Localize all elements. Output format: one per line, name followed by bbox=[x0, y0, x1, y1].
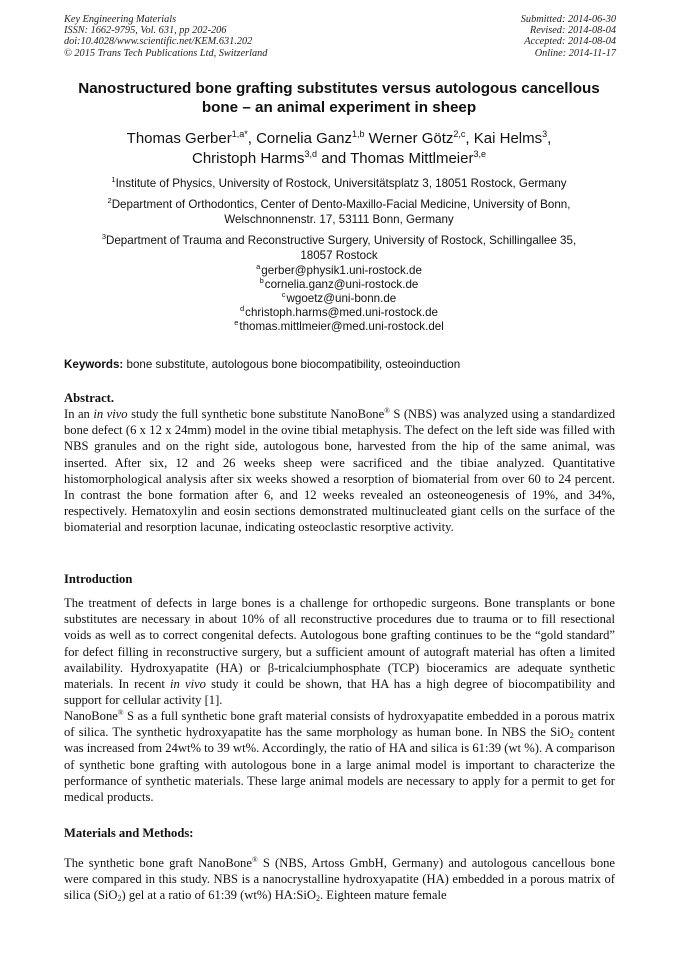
submitted-date: Submitted: 2014-06-30 bbox=[520, 14, 616, 25]
author-affil: 3,d bbox=[304, 148, 318, 159]
email-item bbox=[62, 278, 616, 292]
affiliation-3 bbox=[62, 233, 616, 263]
affiliation-2 bbox=[62, 197, 616, 227]
author bbox=[350, 150, 486, 167]
affiliation-text: Department of Orthodontics, Center of Dento-Maxillo-Facial Medicine, University of Bonn, bbox=[111, 198, 571, 211]
introduction-paragraph-1 bbox=[64, 595, 615, 708]
email-address: thomas.mittlmeier@med.uni-rostock.del bbox=[239, 320, 444, 333]
author-affil: 3 bbox=[542, 129, 548, 139]
author bbox=[127, 130, 256, 147]
header-right bbox=[416, 14, 616, 59]
introduction-paragraph-2 bbox=[64, 708, 615, 805]
email-marker: a bbox=[256, 262, 261, 271]
journal-name: Key Engineering Materials bbox=[64, 14, 177, 25]
author bbox=[256, 130, 369, 147]
subscript: 2 bbox=[316, 894, 320, 904]
text-run: S (NBS, Artoss GmbH, Germany) and autologous cancellous bone were compared in this study. NBS is a nanocrystalline hydroxyapatite (HA) embedded in a porous matrix of silica (SiO bbox=[64, 856, 616, 903]
email-item bbox=[62, 264, 616, 278]
email-marker: c bbox=[281, 290, 286, 299]
author-name: Christoph Harms bbox=[191, 149, 305, 167]
text-run: The synthetic bone graft NanoBone bbox=[64, 856, 252, 870]
email-item bbox=[62, 320, 616, 334]
email-marker: d bbox=[239, 304, 245, 313]
accepted-date: Accepted: 2014-08-04 bbox=[524, 36, 616, 48]
email-marker: b bbox=[259, 276, 264, 285]
issn: ISSN: 1662-9795, Vol. 631, pp 202-206 bbox=[64, 25, 227, 37]
affiliation-1 bbox=[62, 176, 616, 191]
text-run: . Eighteen mature female bbox=[320, 888, 447, 903]
registered-mark: ® bbox=[251, 855, 258, 864]
author-sep: and bbox=[317, 149, 351, 167]
email-item bbox=[62, 292, 616, 306]
revised-date: Revised: 2014-08-04 bbox=[529, 25, 616, 37]
affiliation-text-line-2: Welschnonnenstr. 17, 53111 Bonn, Germany bbox=[224, 213, 454, 226]
author-list bbox=[60, 129, 618, 168]
author bbox=[369, 130, 474, 147]
author-name: Kai Helms bbox=[473, 130, 543, 147]
online-date: Online: 2014-11-17 bbox=[534, 47, 616, 59]
text-run: content was increased from 24wt% to 39 wt%. Accordingly, the ratio of HA and silica is 61:39 (wt %). A comparison of synthetic bone grafting with autologous bone in a large animal model is important to characterize the performance of synthetic materials. These large animal models are necessary to apply for a permit to get for medical products. bbox=[64, 725, 615, 805]
affiliation-number: 1 bbox=[111, 175, 116, 184]
author-sep: , bbox=[547, 130, 552, 147]
email-list bbox=[62, 264, 616, 334]
text-run-italic: in vivo bbox=[93, 407, 128, 421]
abstract-paragraph bbox=[64, 406, 615, 536]
text-run: S as a full synthetic bone graft material consists of hydroxyapatite embedded in a porous matrix of silica. The synthetic hydroxyapatite has the same morphology as human bone. In NBS the SiO bbox=[64, 709, 615, 740]
email-address: christoph.harms@med.uni-rostock.de bbox=[245, 306, 438, 319]
text-run: The treatment of defects in large bones is a challenge for orthopedic surgeons. Bone transplants or bone substitutes are necessary in about 10% of all reconstructive procedures due to trauma or to fill resectional voids as well as to correct congenital defects. Autologous bone grafting continues to be the “gold standard” for defect filling in reconstructive surgery, but a sufficient amount of autograft material has often a limited availability. Hydroxyapatite (HA) or β-tricalciumphosphate (TCP) bioceramics are adequate synthetic materials. In recent bbox=[64, 596, 615, 692]
author-affil: 3,e bbox=[473, 148, 486, 159]
text-run: study it could be shown, that HA has a high degree of biocompatibility and support for cellular activity [1]. bbox=[64, 677, 615, 708]
email-address: cornelia.ganz@uni-rostock.de bbox=[264, 278, 419, 291]
text-run-italic: in vivo bbox=[170, 677, 206, 692]
affiliation-text-line-2: 18057 Rostock bbox=[300, 249, 378, 262]
text-run: ) gel at a ratio of 61:39 (wt%) HA:SiO bbox=[121, 888, 316, 903]
subscript: 2 bbox=[569, 731, 574, 741]
title-line-2: bone – an animal experiment in sheep bbox=[201, 99, 477, 116]
text-run: In an bbox=[64, 407, 94, 421]
registered-mark: ® bbox=[384, 406, 390, 415]
paper-title bbox=[52, 79, 626, 117]
email-address: gerber@physik1.uni-rostock.de bbox=[261, 264, 422, 277]
keywords-label: Keywords: bbox=[64, 358, 124, 371]
author bbox=[474, 130, 552, 147]
author bbox=[192, 150, 350, 167]
author-name: Thomas Gerber bbox=[126, 130, 232, 147]
author-name: Werner Götz bbox=[368, 130, 454, 147]
doi: doi:10.4028/www.scientific.net/KEM.631.202 bbox=[64, 36, 253, 48]
registered-mark: ® bbox=[117, 708, 124, 717]
affiliation-text: Department of Trauma and Reconstructive Surgery, University of Rostock, Schillingallee 35, bbox=[105, 234, 577, 247]
affiliation-number: 3 bbox=[101, 232, 106, 241]
author-affil: 1,b bbox=[351, 129, 365, 139]
abstract-heading: Abstract. bbox=[64, 391, 115, 405]
email-marker: e bbox=[234, 318, 239, 327]
methods-heading: Materials and Methods: bbox=[64, 826, 194, 840]
author-name: Thomas Mittlmeier bbox=[350, 149, 474, 167]
methods-paragraph bbox=[64, 855, 615, 904]
author-affil: 1,a* bbox=[231, 129, 248, 139]
author-name: Cornelia Ganz bbox=[256, 130, 352, 147]
keywords-text: bone substitute, autologous bone biocompatibility, osteoinduction bbox=[123, 358, 461, 371]
text-run: study the full synthetic bone substitute NanoBone bbox=[127, 407, 385, 421]
text-run: NanoBone bbox=[64, 709, 118, 723]
text-run: S (NBS) was analyzed using a standardized bone defect (6 x 12 x 24mm) model in the ovine tibial metaphysis. The defect on the left side was filled with NBS granules and on the right side, autologous bone, harvested from the hip of the same animal, was inserted. After six, 12 and 26 weeks sheep were sacrificed and the tibiae analyzed. Quantitative histomorphological analysis after six weeks showed a resorption of biomaterial from over 60 to 24 percent. In contrast the bone formation after 6, and 12 weeks revealed an osteoneogenesis of 19%, and 34%, respectively. Hematoxylin and eosin sections demonstrated multinucleated giant cells on the surface of the biomaterial and resorption lacunae, indicating osteoclastic resorptive activity. bbox=[64, 407, 615, 535]
author-sep: , bbox=[247, 130, 257, 147]
email-address: wgoetz@uni-bonn.de bbox=[286, 292, 397, 305]
subscript: 2 bbox=[117, 894, 122, 904]
email-item bbox=[62, 306, 616, 320]
header-left bbox=[64, 14, 394, 59]
title-line-1: Nanostructured bone grafting substitutes versus autologous cancellous bbox=[78, 80, 600, 97]
affiliation-text: Institute of Physics, University of Rostock, Universitätsplatz 3, 18051 Rostock, Germany bbox=[115, 177, 567, 190]
keywords bbox=[64, 358, 616, 372]
introduction-heading: Introduction bbox=[64, 572, 133, 586]
author-affil: 2,c bbox=[453, 129, 466, 139]
author-sep: , bbox=[465, 130, 474, 147]
copyright: © 2015 Trans Tech Publications Ltd, Switzerland bbox=[64, 47, 268, 59]
affiliation-number: 2 bbox=[107, 196, 112, 205]
